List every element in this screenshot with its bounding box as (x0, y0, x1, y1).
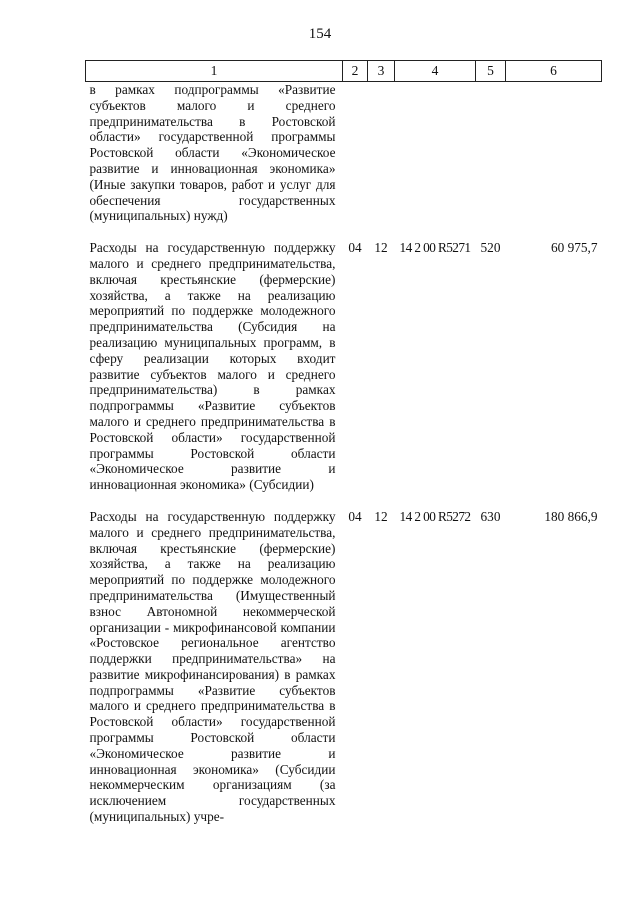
row-subsection: 12 (374, 508, 388, 524)
header-col-5: 5 (476, 61, 506, 82)
row-amount: 60 975,7 (550, 240, 598, 256)
row-description: Расходы на государственную поддержку малого и среднего предпринимательства, включая крестьянские (фермерские) хозяйства, а также на реализацию мероприятий по поддержке молодежного предпринимательства (Имущественный взнос Автономной некоммерческой организации - микрофинансовой компании «Ростовское региональное агентство поддержки предпринимательства» на развитие микрофинансирования) в рамках подпрограммы «Развитие субъектов малого и среднего предпринимательства в Ростовской области» государственной программы Ростовской области «Экономическое развитие и инновационная экономика» (Субсидии некоммерческим организациям (за исключением государственных (муниципальных) учре- (89, 508, 336, 825)
header-col-2: 2 (343, 61, 368, 82)
row-target-code: 14 2 00 R5271 (399, 240, 471, 256)
page-number: 154 (308, 26, 332, 42)
row-target-code: 14 2 00 R5272 (399, 508, 471, 524)
budget-table (85, 60, 602, 825)
row-description: в рамках подпрограммы «Развитие субъектов малого и среднего предпринимательства в Ростовской области» государственной программы Ростовской области «Экономическое развитие и инновационная экономика» (Иные закупки товаров, работ и услуг для обеспечения государственных (муниципальных) нужд) (89, 82, 336, 224)
row-amount (506, 82, 602, 225)
row-target-code (395, 82, 476, 225)
row-subsection (368, 82, 395, 225)
table-row (86, 493, 602, 825)
header-col-6: 6 (506, 61, 602, 82)
table-row (86, 82, 602, 225)
table-row (86, 224, 602, 493)
row-section: 04 (348, 508, 362, 524)
header-col-4: 4 (395, 61, 476, 82)
row-amount: 180 866,9 (544, 508, 598, 524)
row-section (343, 82, 368, 225)
row-expense-type: 630 (480, 508, 501, 524)
row-expense-type (476, 82, 506, 225)
header-col-3: 3 (368, 61, 395, 82)
row-subsection: 12 (374, 240, 388, 256)
header-row (86, 61, 602, 82)
row-expense-type: 520 (480, 240, 501, 256)
row-description: Расходы на государственную поддержку малого и среднего предпринимательства, включая крестьянские (фермерские) хозяйства, а также на реализацию мероприятий по поддержке молодежного предпринимательства (Субсидия на реализацию муниципальных программ, в сферу реализации которых входит развитие субъектов малого и среднего предпринимательства) в рамках подпрограммы «Развитие субъектов малого и среднего предпринимательства в Ростовской области» государственной программы Ростовской области «Экономическое развитие и инновационная экономика» (Субсидии) (89, 240, 336, 493)
row-section: 04 (348, 240, 362, 256)
header-col-1: 1 (86, 61, 343, 82)
